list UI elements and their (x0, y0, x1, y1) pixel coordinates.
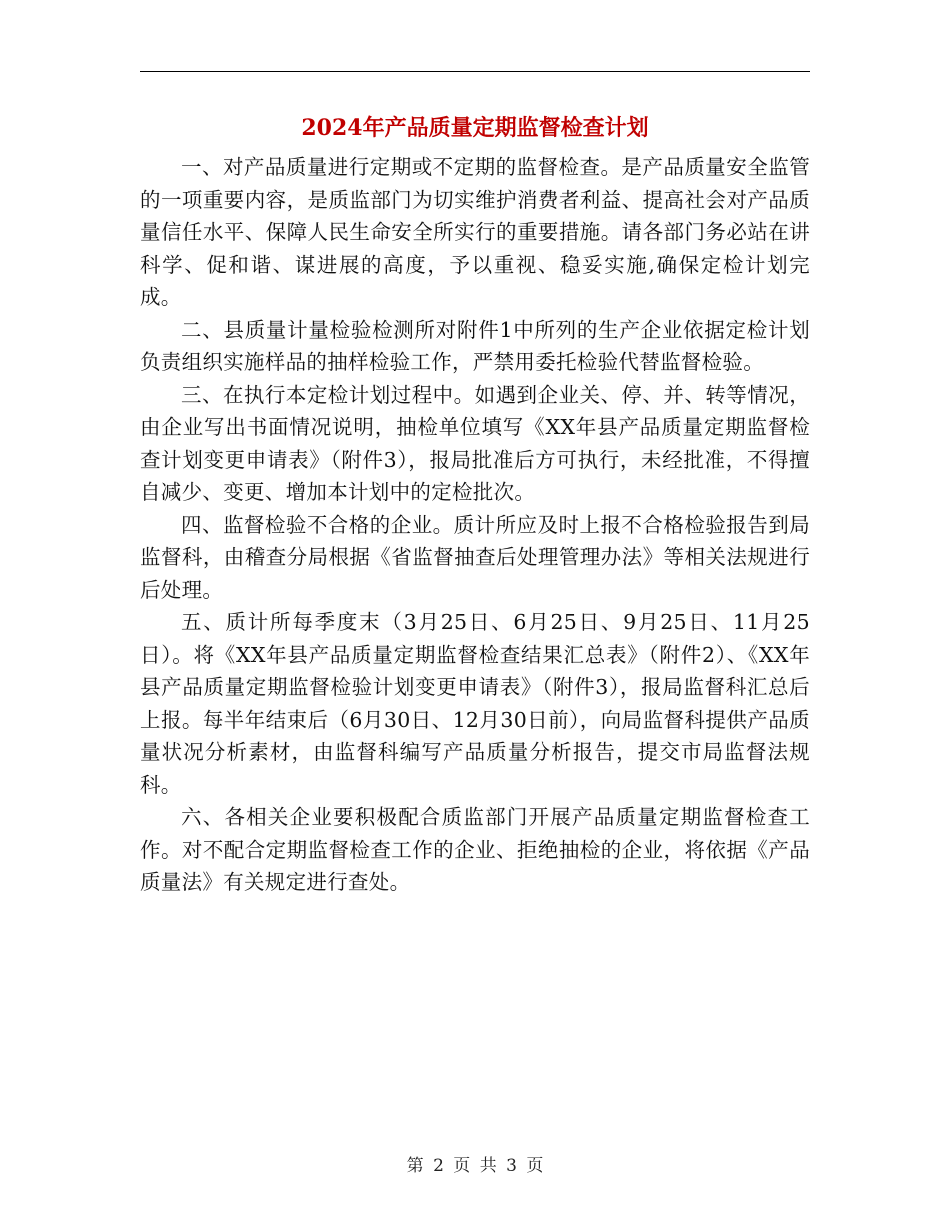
paragraph-3: 三、在执行本定检计划过程中。如遇到企业关、停、并、转等情况，由企业写出书面情况说明，抽检单位填写《XX年县产品质量定期监督检查计划变更申请表》（附件3），报局批准后方可执行，未经批准，不得擅自减少、变更、增加本计划中的定检批次。 (140, 382, 810, 504)
paragraph-1: 一、对产品质量进行定期或不定期的监督检查。是产品质量安全监管的一项重要内容，是质监部门为切实维护消费者利益、提高社会对产品质量信任水平、保障人民生命安全所实行的重要措施。请各部门务必站在讲科学、促和谐、谋进展的高度，予以重视、稳妥实施,确保定检计划完成。 (140, 155, 810, 309)
paragraph-4: 四、监督检验不合格的企业。质计所应及时上报不合格检验报告到局监督科，由稽查分局根据《省监督抽查后处理管理办法》等相关法规进行后处理。 (140, 512, 810, 602)
header-rule (140, 71, 810, 72)
paragraph-5: 五、质计所每季度末（3月25日、6月25日、9月25日、11月25日）。将《XX年县产品质量定期监督检查结果汇总表》（附件2）、《XX年县产品质量定期监督检验计划变更申请表》（附件3），报局监督科汇总后上报。每半年结束后（6月30日、12月30日前），向局监督科提供产品质量状况分析素材，由监督科编写产品质量分析报告，提交市局监督法规科。 (140, 610, 810, 797)
document-body (140, 151, 810, 899)
document-title: 2024年产品质量定期监督检查计划 (301, 115, 649, 141)
page-number-footer: 第 2 页 共 3 页 (406, 1156, 544, 1176)
paragraph-6: 六、各相关企业要积极配合质监部门开展产品质量定期监督检查工作。对不配合定期监督检查工作的企业、拒绝抽检的企业，将依据《产品质量法》有关规定进行查处。 (140, 805, 810, 894)
paragraph-2: 二、县质量计量检验检测所对附件1中所列的生产企业依据定检计划负责组织实施样品的抽样检验工作，严禁用委托检验代替监督检验。 (140, 317, 810, 374)
